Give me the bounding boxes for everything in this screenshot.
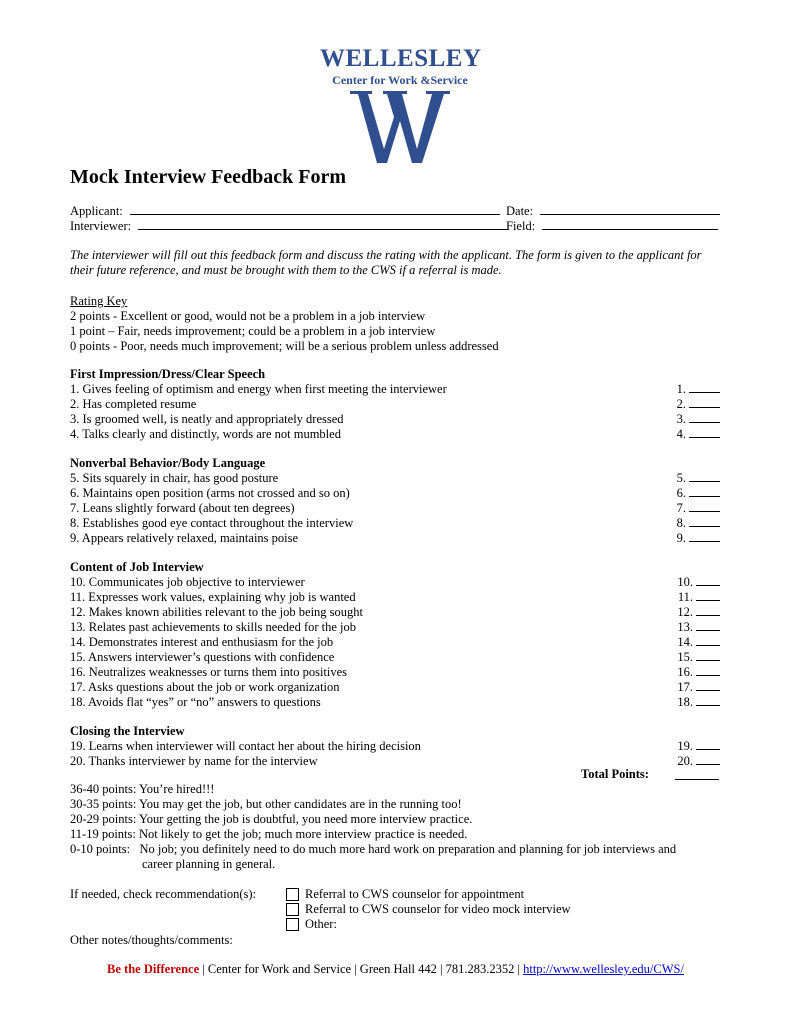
recommendation-checkbox[interactable] [286, 918, 299, 931]
criteria-row [70, 680, 720, 695]
field-row [506, 219, 718, 234]
score-line: career planning in general. [142, 857, 276, 871]
score-line: 0-10 points: No job; you definitely need to do much more hard work on preparation and planning for job interviews and [70, 842, 677, 856]
score-blank[interactable] [689, 427, 720, 438]
recommendation-checkbox[interactable] [286, 903, 299, 916]
criteria-row [70, 501, 720, 516]
criteria-row [70, 605, 720, 620]
criteria-number: 10. [677, 575, 693, 589]
score-blank[interactable] [689, 516, 720, 527]
score-blank[interactable] [689, 486, 720, 497]
criteria-number: 11. [677, 590, 693, 604]
criteria-number: 20. [677, 754, 693, 768]
footer [70, 962, 721, 977]
section-title: First Impression/Dress/Clear Speech [70, 367, 266, 381]
score-blank[interactable] [689, 397, 720, 408]
criteria-number: 19. [677, 739, 693, 753]
criteria-row [70, 575, 720, 590]
criteria-row [70, 665, 720, 680]
score-blank[interactable] [696, 575, 720, 586]
criteria-number: 17. [677, 680, 693, 694]
criteria-text: 14. Demonstrates interest and enthusiasm for the job [70, 635, 334, 649]
score-blank[interactable] [689, 501, 720, 512]
rating-key-line: 1 point – Fair, needs improvement; could be a problem in a job interview [70, 324, 436, 338]
score-blank[interactable] [696, 635, 720, 646]
criteria-text: 17. Asks questions about the job or work organization [70, 680, 340, 694]
recommendation-list [286, 887, 571, 932]
criteria-row [70, 427, 720, 442]
criteria-number: 6. [676, 486, 686, 500]
notes-label: Other notes/thoughts/comments: [70, 933, 233, 947]
rating-key-title: Rating Key [70, 294, 128, 308]
criteria-number: 1. [676, 382, 686, 396]
date-label: Date: [506, 204, 534, 218]
criteria-number: 4. [676, 427, 686, 441]
recommendation-text: Other: [305, 917, 337, 931]
score-blank[interactable] [696, 665, 720, 676]
recommendation-option [286, 902, 571, 917]
criteria-text: 16. Neutralizes weaknesses or turns them into positives [70, 665, 348, 679]
criteria-text: 19. Learns when interviewer will contact her about the hiring decision [70, 739, 421, 753]
rating-key-line: 2 points - Excellent or good, would not be a problem in a job interview [70, 309, 426, 323]
footer-link[interactable]: http://www.wellesley.edu/CWS/ [523, 962, 684, 976]
criteria-number: 13. [677, 620, 693, 634]
criteria-number: 15. [677, 650, 693, 664]
criteria-row [70, 471, 720, 486]
rating-key-line: 0 points - Poor, needs much improvement; will be a serious problem unless addressed [70, 339, 499, 353]
section-title: Content of Job Interview [70, 560, 204, 574]
criteria-text: 13. Relates past achievements to skills needed for the job [70, 620, 357, 634]
interviewer-row [70, 219, 508, 234]
criteria-row [70, 412, 720, 427]
recommendation-option [286, 887, 571, 902]
criteria-text: 1. Gives feeling of optimism and energy when first meeting the interviewer [70, 382, 447, 396]
criteria-text: 5. Sits squarely in chair, has good posture [70, 471, 279, 485]
criteria-text: 7. Leans slightly forward (about ten degrees) [70, 501, 295, 515]
interviewer-field[interactable] [138, 219, 508, 230]
applicant-label: Applicant: [70, 204, 123, 218]
criteria-text: 4. Talks clearly and distinctly, words are not mumbled [70, 427, 341, 441]
score-line: 20-29 points: Your getting the job is doubtful, you need more interview practice. [70, 812, 473, 826]
score-blank[interactable] [696, 739, 720, 750]
criteria-row [70, 739, 720, 754]
rating-key [70, 294, 499, 354]
section-first-impression [70, 367, 720, 442]
score-blank[interactable] [696, 695, 720, 706]
recommendation-checkbox[interactable] [286, 888, 299, 901]
score-line: 36-40 points: You’re hired!!! [70, 782, 215, 796]
criteria-text: 15. Answers interviewer’s questions with confidence [70, 650, 335, 664]
criteria-text: 18. Avoids flat “yes” or “no” answers to questions [70, 695, 321, 709]
recommendation-option [286, 917, 571, 932]
criteria-row [70, 590, 720, 605]
date-row [506, 204, 720, 219]
criteria-number: 2. [676, 397, 686, 411]
criteria-row [70, 397, 720, 412]
recommendation-text: Referral to CWS counselor for video mock interview [305, 902, 571, 916]
score-blank[interactable] [696, 605, 720, 616]
score-line: 30-35 points: You may get the job, but other candidates are in the running too! [70, 797, 462, 811]
criteria-text: 3. Is groomed well, is neatly and appropriately dressed [70, 412, 344, 426]
applicant-field[interactable] [130, 204, 500, 215]
footer-info: | Center for Work and Service | Green Hall 442 | 781.283.2352 | [199, 962, 524, 976]
field-label: Field: [506, 219, 536, 233]
criteria-number: 5. [676, 471, 686, 485]
criteria-number: 16. [677, 665, 693, 679]
interviewer-label: Interviewer: [70, 219, 132, 233]
score-blank[interactable] [696, 754, 720, 765]
score-blank[interactable] [696, 590, 720, 601]
footer-brand: Be the Difference [107, 962, 200, 976]
criteria-number: 7. [676, 501, 686, 515]
score-blank[interactable] [689, 471, 720, 482]
logo-name: WELLESLEY [320, 45, 482, 72]
total-points-field[interactable] [675, 779, 719, 780]
recommendation-label: If needed, check recommendation(s): [70, 887, 257, 901]
criteria-text: 9. Appears relatively relaxed, maintains poise [70, 531, 299, 545]
criteria-text: 20. Thanks interviewer by name for the interview [70, 754, 318, 768]
section-title: Closing the Interview [70, 724, 185, 738]
criteria-number: 12. [677, 605, 693, 619]
score-blank[interactable] [689, 531, 720, 542]
w-logo-icon [350, 91, 450, 163]
criteria-row [70, 620, 720, 635]
section-title: Nonverbal Behavior/Body Language [70, 456, 266, 470]
criteria-row [70, 650, 720, 665]
section-nonverbal [70, 456, 720, 546]
criteria-number: 14. [677, 635, 693, 649]
recommendation-text: Referral to CWS counselor for appointment [305, 887, 525, 901]
criteria-row [70, 382, 720, 397]
criteria-row [70, 695, 720, 710]
section-closing [70, 724, 720, 769]
page-title: Mock Interview Feedback Form [70, 166, 347, 188]
date-field[interactable] [540, 204, 720, 215]
criteria-number: 3. [676, 412, 686, 426]
score-line: 11-19 points: Not likely to get the job; much more interview practice is needed. [70, 827, 468, 841]
score-blank[interactable] [689, 382, 720, 393]
criteria-row [70, 531, 720, 546]
criteria-text: 6. Maintains open position (arms not crossed and so on) [70, 486, 350, 500]
score-blank[interactable] [696, 680, 720, 691]
score-interpretation [70, 782, 720, 872]
logo-subtitle: Center for Work &Service [332, 73, 468, 87]
criteria-text: 10. Communicates job objective to interviewer [70, 575, 305, 589]
intro-text: The interviewer will fill out this feedback form and discuss the rating with the applicant. The form is given to the applicant for their future reference, and must be brought with them to the CWS if a referral is made. [70, 248, 702, 277]
criteria-text: 2. Has completed resume [70, 397, 197, 411]
criteria-row [70, 635, 720, 650]
criteria-number: 9. [676, 531, 686, 545]
total-points-label: Total Points: [581, 767, 649, 781]
criteria-number: 8. [676, 516, 686, 530]
score-blank[interactable] [689, 412, 720, 423]
section-content [70, 560, 720, 710]
criteria-text: 8. Establishes good eye contact throughout the interview [70, 516, 354, 530]
score-blank[interactable] [696, 620, 720, 631]
criteria-text: 11. Expresses work values, explaining why job is wanted [70, 590, 356, 604]
criteria-text: 12. Makes known abilities relevant to the job being sought [70, 605, 364, 619]
applicant-row [70, 204, 500, 219]
criteria-number: 18. [677, 695, 693, 709]
criteria-row [70, 486, 720, 501]
wellesley-logo [320, 46, 480, 163]
score-blank[interactable] [696, 650, 720, 661]
field-field[interactable] [542, 219, 718, 230]
criteria-row [70, 516, 720, 531]
